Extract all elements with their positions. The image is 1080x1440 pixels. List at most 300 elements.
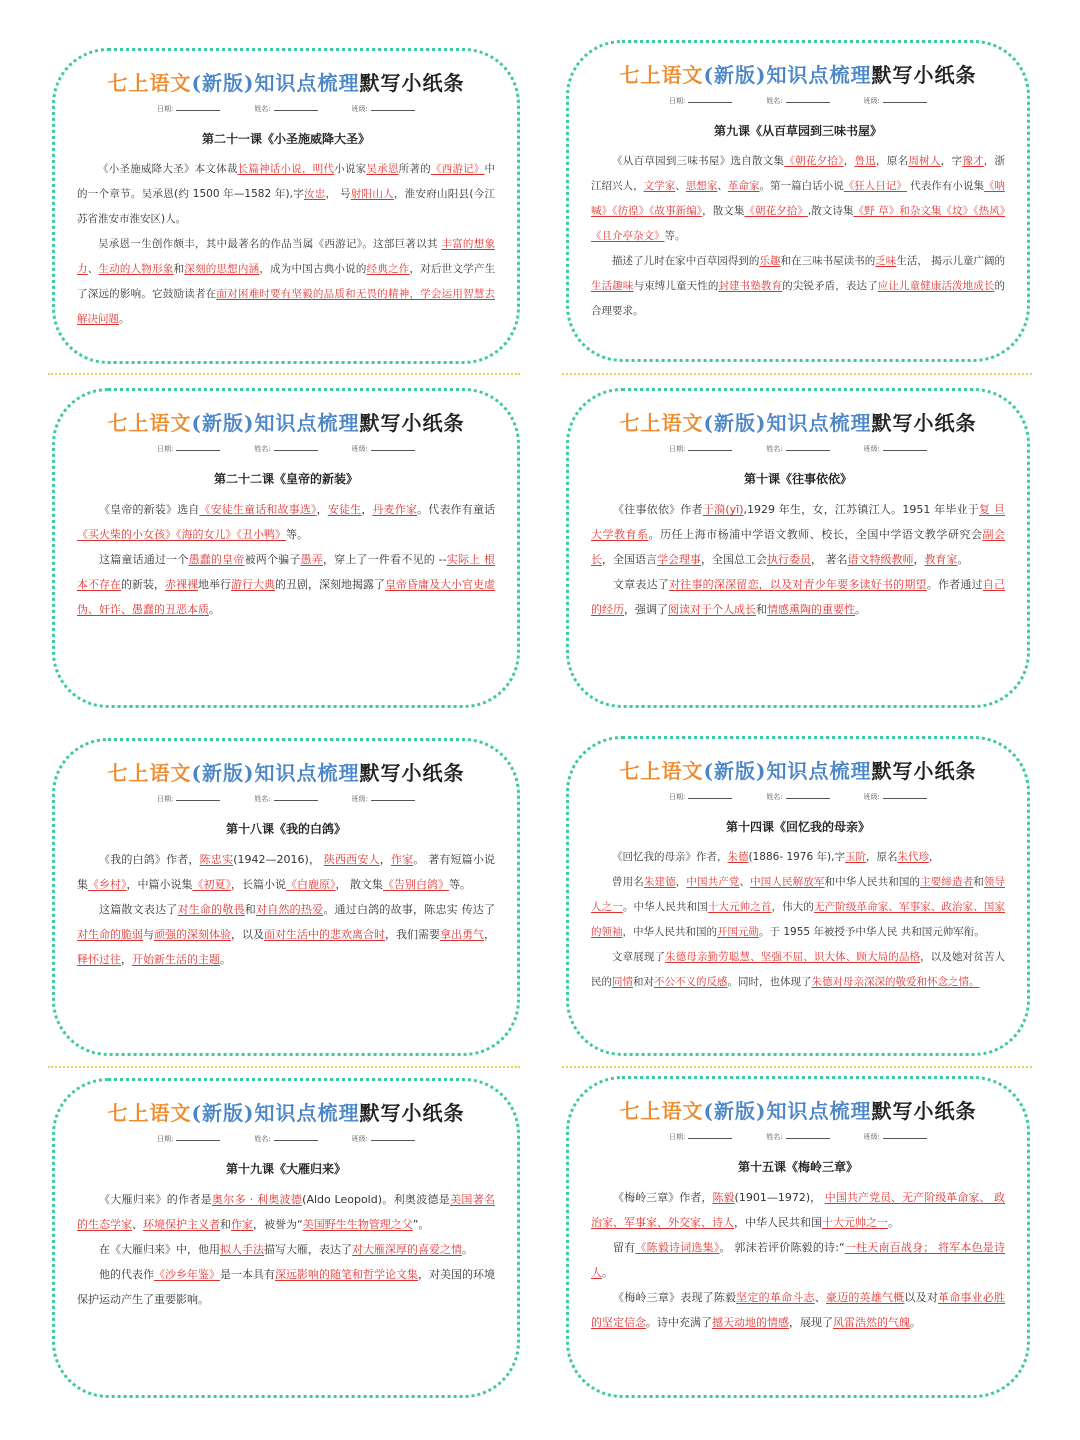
body-text: 。: [910, 1316, 921, 1329]
name-blank: [786, 798, 830, 799]
answer-text: 作家: [231, 1218, 253, 1231]
answer-text: 一柱天南百战身； 将军本色是诗人: [591, 1241, 1006, 1279]
class-label: 班级:: [863, 793, 881, 801]
answer-text: 复 旦大学教育系: [591, 503, 1006, 541]
name-field: [766, 792, 829, 802]
body-text: 文章展现了: [612, 951, 666, 963]
body-text: ，我们需要: [385, 928, 440, 941]
body-text: 所著的: [398, 163, 431, 175]
date-blank: [688, 102, 732, 103]
body-text: ，: [484, 928, 495, 941]
answer-text: 领导人之一: [591, 876, 1005, 913]
body-text: 。 郭沫若评价陈毅的诗:“: [719, 1241, 845, 1254]
body-text: 和: [973, 876, 984, 888]
answer-text: 深远影响的随笔和哲学论文集: [275, 1268, 418, 1281]
body-text: 与: [143, 928, 154, 941]
class-blank: [883, 102, 927, 103]
body-text: 曾用名: [612, 876, 644, 888]
name-field: [254, 444, 317, 454]
date-blank: [688, 1138, 732, 1139]
title-part-black: 默写小纸条: [871, 1099, 977, 1123]
body-text: 和在三味书屋读书的: [780, 255, 876, 267]
body-text: 《从百草园到三味书屋》选自散文集: [612, 155, 785, 167]
answer-text: 坚定的革命斗志: [736, 1291, 815, 1304]
answer-text: 同情: [612, 976, 633, 988]
note-card: [52, 738, 520, 1056]
name-field: [254, 104, 317, 114]
answer-text: 《呐喊》《彷徨》《故事新编》: [591, 180, 1006, 217]
date-label: 日期:: [156, 445, 174, 453]
lesson-body: [591, 497, 1005, 622]
answer-text: 对往事的深深留恋，以及对青少年要多读好书的期望: [669, 578, 927, 591]
note-card: [52, 388, 520, 708]
body-text: 《我的白鸽》作者，: [99, 853, 200, 866]
answer-text: 《白鹿原》: [286, 878, 336, 891]
note-card: [566, 1076, 1030, 1398]
lesson-heading: 第二十一课《小圣施威降大圣》: [201, 132, 370, 146]
answer-text: 生动的人物形象: [98, 263, 174, 275]
meta-row: [55, 1134, 517, 1144]
answer-text: 美国著名的生态学家: [77, 1193, 496, 1231]
body-text: 这篇童话通过一个: [99, 553, 189, 566]
body-text: ，: [316, 503, 328, 516]
answer-text: 十大元帅之首: [707, 901, 772, 913]
body-text: 。历任上海市杨浦中学语文教师、校长，全国中学语文教学研究会: [648, 528, 983, 541]
answer-text: 汝忠: [304, 188, 326, 200]
answer-text: 愚弄: [300, 553, 323, 566]
date-blank: [688, 450, 732, 451]
name-label: 姓名:: [254, 445, 271, 453]
name-blank: [786, 450, 830, 451]
title-part-blue: (新版)知识点梳理: [703, 1099, 872, 1123]
note-card: [52, 48, 520, 364]
class-field: [864, 96, 927, 106]
date-field: [669, 444, 732, 454]
body-text: 的合理要求。: [591, 280, 1006, 317]
title-part-orange: 七上语文: [107, 761, 192, 785]
body-text: 的尖锐矛盾，表达了: [782, 280, 878, 292]
title-part-orange: 七上语文: [107, 71, 192, 95]
title-part-orange: 七上语文: [107, 1101, 192, 1125]
name-label: 姓名:: [254, 1135, 271, 1143]
answer-text: 陕西西安人: [323, 853, 380, 866]
answer-text: 文学家: [643, 180, 676, 192]
answer-text: 顽强的深刻体验: [154, 928, 231, 941]
title-part-blue: (新版)知识点梳理: [191, 71, 360, 95]
body-text: ，伟大的: [771, 901, 815, 913]
date-label: 日期:: [156, 105, 174, 113]
class-label: 班级:: [351, 445, 369, 453]
answer-text: 封建书塾教育: [718, 280, 783, 292]
lesson-paragraph: [77, 1237, 495, 1262]
answer-text: 情感熏陶的重要性: [767, 603, 855, 616]
title-part-black: 默写小纸条: [871, 411, 977, 435]
body-text: ，散文集: [702, 205, 745, 217]
body-text: 。于 1955 年被授予中华人民 共和国元帅军衔。: [759, 926, 985, 938]
name-blank: [786, 102, 830, 103]
note-card: [566, 388, 1030, 708]
body-text: ，全国总工会: [701, 553, 767, 566]
body-text: ，对美国的环境保护运动产生了重要影响。: [77, 1268, 495, 1306]
note-card: [566, 736, 1030, 1056]
body-text: 等。: [449, 878, 471, 891]
body-text: ，: [361, 503, 373, 516]
class-blank: [371, 800, 415, 801]
body-text: 。: [119, 313, 130, 325]
answer-text: 鲁迅: [854, 155, 877, 167]
row-separator: [562, 1066, 1032, 1068]
body-text: ，淮安府山阳县(今江苏省淮安市淮安区)人。: [77, 188, 495, 225]
answer-text: 《陈毅诗词选集》: [635, 1241, 720, 1254]
answer-text: 愚蠢的皇帝: [188, 553, 245, 566]
class-field: [352, 794, 415, 804]
class-blank: [883, 798, 927, 799]
class-field: [864, 444, 927, 454]
answer-text: 经典之作: [366, 263, 410, 275]
body-text: ，: [675, 876, 687, 888]
answer-text: 无产阶级革命家、军事家、政治家、国家的领袖: [591, 901, 1006, 938]
answer-text: 生活趣味: [591, 280, 634, 292]
class-blank: [883, 450, 927, 451]
lesson-heading: 第二十二课《皇帝的新装》: [213, 472, 358, 486]
answer-text: 撼天动地的情感: [712, 1316, 789, 1329]
class-label: 班级:: [863, 97, 881, 105]
card-title: [55, 1097, 517, 1126]
answer-text: 深刻的思想内涵: [184, 263, 260, 275]
card-title: [55, 407, 517, 436]
lesson-body: [591, 1185, 1005, 1335]
body-text: 。同时，也体现了: [727, 976, 812, 988]
body-text: ，原名: [865, 851, 898, 863]
date-blank: [688, 798, 732, 799]
answer-text: 学会理事: [657, 553, 701, 566]
date-field: [669, 96, 732, 106]
lesson-paragraph: [591, 149, 1005, 249]
class-field: [864, 1132, 927, 1142]
answer-text: 应让儿童健康活泼地成长: [877, 280, 995, 292]
date-blank: [176, 1140, 220, 1141]
card-title: [569, 407, 1027, 436]
date-label: 日期:: [156, 795, 174, 803]
answer-text: 对自然的热爱: [256, 903, 324, 916]
answer-text: 丹麦作家: [372, 503, 418, 516]
body-text: 。: [888, 1216, 899, 1229]
title-part-orange: 七上语文: [619, 63, 704, 87]
title-part-black: 默写小纸条: [359, 411, 465, 435]
class-label: 班级:: [863, 445, 881, 453]
answer-text: 于漪(yī): [702, 503, 744, 516]
name-label: 姓名:: [766, 445, 783, 453]
answer-text: 玉阶: [844, 851, 866, 863]
body-text: 、: [717, 180, 728, 192]
answer-text: 语文特级教师: [847, 553, 914, 566]
body-text: 《往事依依》作者: [613, 503, 703, 516]
class-blank: [371, 450, 415, 451]
body-text: ， 散文集: [335, 878, 383, 891]
answer-text: 奥尔多 · 利奥波德: [211, 1193, 303, 1206]
lesson-heading: 第十八课《我的白鸽》: [225, 822, 346, 836]
meta-row: [569, 1132, 1027, 1142]
title-part-orange: 七上语文: [619, 759, 704, 783]
row-separator: [48, 373, 520, 375]
answer-text: 《西游记》: [430, 163, 485, 175]
row-separator: [562, 373, 1032, 375]
body-text: 等。: [286, 528, 308, 541]
body-text: 。: [855, 603, 866, 616]
answer-text: 朱代珍: [897, 851, 929, 863]
title-part-black: 默写小纸条: [871, 63, 977, 87]
body-text: 中的一个章节。吴承恩(约 1500 年—1582 年),字: [77, 163, 496, 200]
date-label: 日期:: [156, 1135, 174, 1143]
answer-text: 主要缔造者: [920, 876, 974, 888]
body-text: 《梅岭三章》表现了陈毅: [613, 1291, 737, 1304]
name-field: [254, 794, 317, 804]
answer-text: 开国元勋: [717, 926, 759, 938]
date-field: [157, 444, 220, 454]
answer-text: 教育家: [924, 553, 958, 566]
body-text: ，对后世文学产生了深远的影响。它鼓励读者在: [77, 263, 496, 300]
body-text: 是一本具有: [220, 1268, 275, 1281]
meta-row: [55, 104, 517, 114]
title-part-orange: 七上语文: [619, 411, 704, 435]
date-blank: [176, 110, 220, 111]
answer-text: 革命家: [727, 180, 760, 192]
answer-text: 对生命的脆弱: [77, 928, 143, 941]
body-text: ,散文诗集: [807, 205, 854, 217]
lesson-heading: 第十四课《回忆我的母亲》: [725, 820, 870, 834]
body-text: 《梅岭三章》作者，: [613, 1191, 713, 1204]
body-text: 生活， 揭示儿童广阔的: [896, 255, 1005, 267]
body-text: 。代表作有童话: [417, 503, 496, 516]
body-text: ，成为中国古典小说的: [259, 263, 367, 275]
body-text: 。第一篇白话小说: [759, 180, 844, 192]
answer-text: 朱建德: [643, 876, 676, 888]
answer-text: 副会长: [591, 528, 1006, 566]
name-blank: [274, 110, 318, 111]
name-blank: [274, 800, 318, 801]
answer-text: 赤裸裸: [165, 578, 198, 591]
note-card: [566, 40, 1030, 362]
body-text: 。: [220, 953, 231, 966]
lesson-paragraph: [591, 945, 1005, 995]
answer-text: 长篇神话小说，明代: [237, 163, 335, 175]
body-text: 《大雁归来》的作者是: [99, 1193, 212, 1206]
lesson-paragraph: [591, 1285, 1005, 1335]
lesson-paragraph: [77, 497, 495, 547]
answer-text: 皇帝昏庸及大小官吏虚伪、奸诈、愚蠢的丑恶本质: [77, 578, 495, 616]
body-text: ，长篇小说: [231, 878, 286, 891]
body-text: 和: [756, 603, 767, 616]
title-part-orange: 七上语文: [107, 411, 192, 435]
answer-text: 释怀过往: [77, 953, 121, 966]
body-text: (1901—1972)，: [734, 1191, 825, 1204]
body-text: 。作者通过: [926, 578, 983, 591]
body-text: 、: [132, 1218, 143, 1231]
answer-text: 拿出勇气: [440, 928, 484, 941]
answer-text: 《安徒生童话和故事选》: [199, 503, 317, 516]
title-part-black: 默写小纸条: [359, 1101, 465, 1125]
answer-text: 阅读对于个人成长: [668, 603, 756, 616]
body-text: (1886- 1976 年),字: [748, 851, 845, 863]
class-field: [864, 792, 927, 802]
answer-text: 《买火柴的小女孩》《海的女儿》《丑小鸭》: [77, 528, 286, 541]
card-title: [55, 757, 517, 786]
answer-text: 游行大典: [231, 578, 275, 591]
body-text: ，展现了: [789, 1316, 833, 1329]
class-label: 班级:: [351, 795, 369, 803]
body-text: 《小圣施威降大圣》本文体裁: [98, 163, 238, 175]
body-text: 以及对: [904, 1291, 939, 1304]
name-blank: [274, 1140, 318, 1141]
date-blank: [176, 450, 220, 451]
lesson-body: [77, 497, 495, 622]
body-text: 。: [602, 1266, 613, 1279]
date-field: [157, 104, 220, 114]
answer-text: 《沙乡年鉴》: [154, 1268, 220, 1281]
answer-text: 《野 草》和杂文集《坟》《热风》《且介亭杂文》: [591, 205, 1005, 242]
title-part-black: 默写小纸条: [359, 761, 465, 785]
body-text: 这篇散文表达了: [99, 903, 178, 916]
date-field: [157, 1134, 220, 1144]
lesson-body: [77, 157, 495, 332]
lesson-paragraph: [591, 1235, 1005, 1285]
answer-text: 环境保护主义者: [143, 1218, 220, 1231]
body-text: (Aldo Leopold)。利奥波德是: [302, 1193, 451, 1206]
lesson-paragraph: [77, 1187, 495, 1237]
body-text: 和对: [633, 976, 654, 988]
answer-text: 安徒生: [327, 503, 362, 516]
body-text: ，: [928, 851, 940, 863]
answer-text: 美国野生生物管理之父: [302, 1218, 413, 1231]
name-field: [766, 444, 829, 454]
answer-text: 拟人手法: [220, 1243, 264, 1256]
answer-text: 丰富的想象力: [77, 238, 495, 275]
body-text: ，: [843, 155, 855, 167]
body-text: 《皇帝的新装》选自: [99, 503, 200, 516]
body-text: ，以及她对贫苦人民的: [591, 951, 1005, 988]
body-text: 。中华人民共和国: [622, 901, 708, 913]
answer-text: 《乡村》: [88, 878, 127, 891]
answer-text: 《告别白鸽》: [383, 878, 449, 891]
meta-row: [569, 444, 1027, 454]
title-part-black: 默写小纸条: [359, 71, 465, 95]
class-blank: [371, 1140, 415, 1141]
lesson-paragraph: [77, 847, 495, 897]
date-label: 日期:: [668, 445, 686, 453]
body-text: ，中华人民共和国的: [622, 926, 717, 938]
answer-text: 革命事业必胜的坚定信念: [591, 1291, 1006, 1329]
body-text: 在《大雁归来》中，他用: [99, 1243, 220, 1256]
body-text: 和: [220, 1218, 231, 1231]
date-field: [669, 1132, 732, 1142]
answer-text: 思想家: [685, 180, 718, 192]
answer-text: 实际上 根本不存在: [77, 553, 496, 591]
lesson-body: [77, 847, 495, 972]
body-text: 和: [244, 903, 257, 916]
answer-text: 面对生活中的悲欢离合时: [264, 928, 385, 941]
answer-text: 乏味: [875, 255, 897, 267]
answer-text: 豪迈的英雄气概: [825, 1291, 905, 1304]
body-text: 描写大雁，表达了: [264, 1243, 352, 1256]
lesson-heading: 第十九课《大雁归来》: [225, 1162, 346, 1176]
body-text: 小说家: [334, 163, 367, 175]
body-text: 的丑剧，深刻地揭露了: [275, 578, 385, 591]
lesson-paragraph: [77, 157, 495, 232]
lesson-paragraph: [591, 249, 1005, 324]
class-blank: [371, 110, 415, 111]
class-label: 班级:: [351, 105, 369, 113]
lesson-paragraph: [591, 497, 1005, 572]
answer-text: 中国人民解放军: [750, 876, 825, 888]
title-part-black: 默写小纸条: [871, 759, 977, 783]
body-text: ，: [913, 553, 925, 566]
title-part-blue: (新版)知识点梳理: [191, 411, 360, 435]
class-field: [352, 1134, 415, 1144]
body-text: 、: [675, 180, 686, 192]
answer-text: 十大元帅之一: [822, 1216, 888, 1229]
answer-text: 朱德对母亲深深的敬爱和怀念之情。: [811, 976, 980, 988]
title-part-blue: (新版)知识点梳理: [703, 411, 872, 435]
answer-text: 陈毅: [712, 1191, 735, 1204]
body-text: 、: [739, 876, 751, 888]
date-field: [669, 792, 732, 802]
date-label: 日期:: [668, 97, 686, 105]
class-field: [352, 104, 415, 114]
name-label: 姓名:: [766, 1133, 783, 1141]
body-text: 。诗中充满了: [646, 1316, 712, 1329]
card-title: [569, 1095, 1027, 1124]
meta-row: [55, 794, 517, 804]
meta-row: [569, 96, 1027, 106]
row-separator: [48, 1066, 520, 1068]
body-text: ，中篇小说集: [126, 878, 193, 891]
body-text: ，中华人民共和国: [734, 1216, 822, 1229]
card-title: [569, 755, 1027, 784]
answer-text: 不公不义的反感: [654, 976, 728, 988]
lesson-body: [77, 1187, 495, 1312]
body-text: 代表作有小说集: [906, 180, 985, 192]
lesson-paragraph: [77, 232, 495, 332]
body-text: ，: [121, 953, 132, 966]
title-part-orange: 七上语文: [619, 1099, 704, 1123]
lesson-body: [591, 149, 1005, 324]
body-text: ,1929 年生，女，江苏镇江人。1951 年毕业于: [743, 503, 980, 516]
name-blank: [274, 450, 318, 451]
answer-text: 《朝花夕拾》: [784, 155, 844, 167]
title-part-blue: (新版)知识点梳理: [703, 759, 872, 783]
lesson-heading: 第十五课《梅岭三章》: [737, 1160, 858, 1174]
name-blank: [786, 1138, 830, 1139]
body-text: 吴承恩一生创作颇丰，其中最著名的作品当属《西游记》。这部巨著以其: [98, 238, 442, 250]
body-text: 他的代表作: [99, 1268, 154, 1281]
lesson-paragraph: [77, 897, 495, 972]
lesson-paragraph: [591, 572, 1005, 622]
date-blank: [176, 800, 220, 801]
meta-row: [55, 444, 517, 454]
name-field: [766, 1132, 829, 1142]
body-text: ，字: [940, 155, 963, 167]
body-text: 被两个骗子: [244, 553, 301, 566]
date-label: 日期:: [668, 793, 686, 801]
body-text: 文章表达了: [613, 578, 670, 591]
lesson-paragraph: [77, 1262, 495, 1312]
name-label: 姓名:: [254, 105, 271, 113]
class-label: 班级:: [351, 1135, 369, 1143]
body-text: ，以及: [231, 928, 264, 941]
name-label: 姓名:: [766, 97, 783, 105]
answer-text: 射阳山人: [350, 188, 394, 200]
body-text: 。: [462, 1243, 473, 1256]
